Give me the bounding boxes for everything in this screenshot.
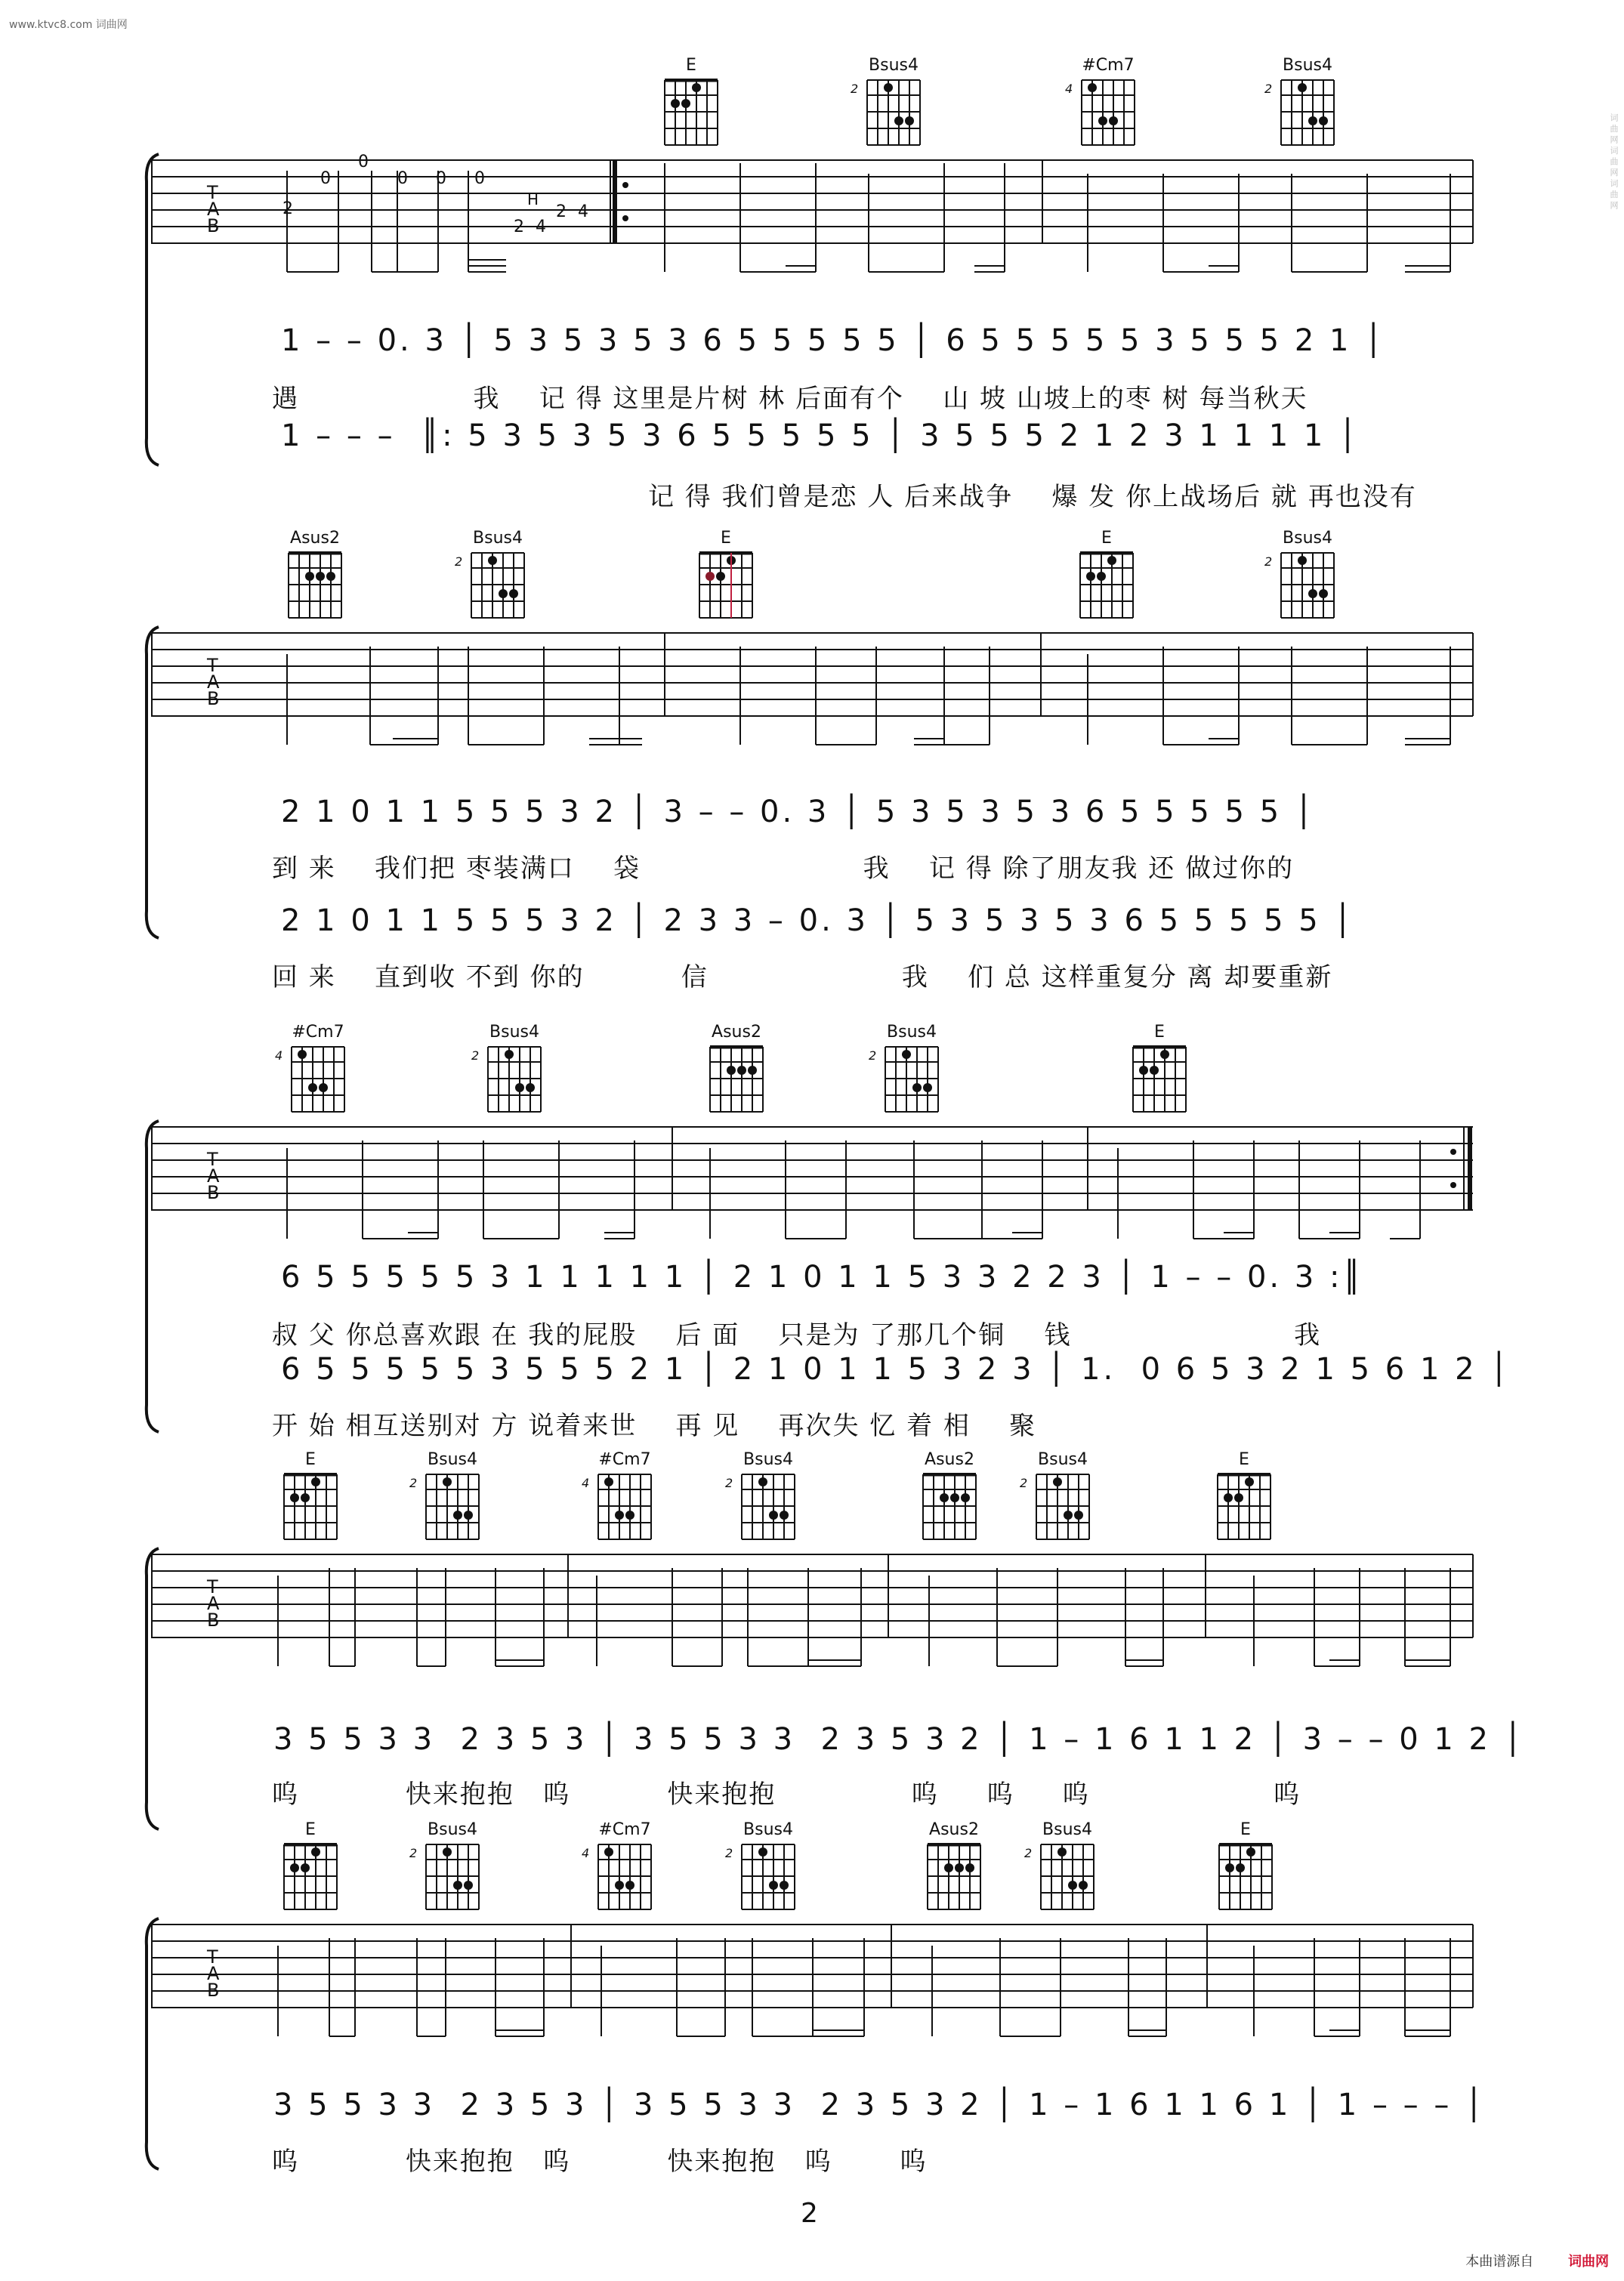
lyric-line: 呜 快来抱抱 呜 快来抱抱 呜 呜 呜 呜 bbox=[272, 1779, 1301, 1810]
chord-diagram: #Cm7 4 bbox=[597, 1473, 653, 1541]
chord-diagram: Asus2 bbox=[922, 1473, 977, 1541]
lyric-line: 记 得 我们曾是恋 人 后来战争 爆 发 你上战场后 就 再也没有 bbox=[648, 482, 1417, 512]
chord-grid-icon bbox=[425, 1473, 480, 1541]
chord-grid-icon bbox=[1280, 79, 1335, 147]
tab-clef: T A B bbox=[207, 655, 220, 709]
chord-diagram: E bbox=[283, 1843, 338, 1911]
notation-line: 6 5 5 5 5 5 3 5 5 5 2 1 │ 2 1 0 1 1 5 3 2 3 │ 1. 0 6 5 3 2 1 5 6 1 2 │ bbox=[281, 1352, 1511, 1387]
tab-clef: T A B bbox=[207, 1576, 220, 1631]
chord-grid-icon bbox=[740, 1473, 796, 1541]
chord-grid-icon bbox=[1132, 1045, 1187, 1113]
tab-fret-number: 0 bbox=[358, 153, 369, 171]
side-watermark: 词 曲 网 词 曲 网 词 曲 网 bbox=[1609, 113, 1619, 209]
tab-fret-number: 2 4 bbox=[514, 218, 546, 236]
chord-diagram: Bsus4 2 bbox=[1039, 1843, 1095, 1911]
chord-diagram: Asus2 bbox=[709, 1045, 764, 1113]
chord-grid-icon bbox=[1216, 1473, 1272, 1541]
footer-logo: 词曲网 bbox=[1568, 2254, 1609, 2270]
chord-grid-icon bbox=[470, 551, 526, 619]
tab-clef: T A B bbox=[207, 1946, 220, 2001]
lyric-line: 回 来 直到收 不到 你的 信 我 们 总 这样重复分 离 却要重新 bbox=[272, 962, 1333, 992]
chord-diagram: Bsus4 2 bbox=[740, 1473, 796, 1541]
chord-diagram: Bsus4 2 bbox=[486, 1045, 542, 1113]
chord-grid-icon bbox=[926, 1843, 982, 1911]
chord-diagram: Bsus4 2 bbox=[425, 1473, 480, 1541]
tab-staff bbox=[151, 624, 1480, 760]
chord-grid-icon bbox=[283, 1473, 338, 1541]
chord-grid-icon bbox=[922, 1473, 977, 1541]
chord-diagram: #Cm7 4 bbox=[290, 1045, 346, 1113]
notation-line: 6 5 5 5 5 5 3 1 1 1 1 1 │ 2 1 0 1 1 5 3 3 2 2 3 │ 1 – – 0. 3 :║ bbox=[281, 1260, 1364, 1295]
lyric-line: 遇 我 记 得 这里是片树 林 后面有个 山 坡 山坡上的枣 树 每当秋天 bbox=[272, 384, 1308, 414]
notation-line: 3 5 5 3 3 2 3 5 3 │ 3 5 5 3 3 2 3 5 3 2 │ 1 – 1 6 1 1 6 1 │ 1 – – – │ bbox=[273, 2088, 1487, 2122]
notation-line: 2 1 0 1 1 5 5 5 3 2 │ 2 3 3 – 0. 3 │ 5 3 5 3 5 3 6 5 5 5 5 5 │ bbox=[281, 903, 1355, 938]
chord-diagram: E bbox=[283, 1473, 338, 1541]
notation-line: 1 – – 0. 3 │ 5 3 5 3 5 3 6 5 5 5 5 5 │ 6 5 5 5 5 5 3 5 5 5 2 1 │ bbox=[281, 323, 1386, 358]
chord-grid-icon bbox=[1280, 551, 1335, 619]
chord-diagram: #Cm7 4 bbox=[1080, 79, 1136, 147]
chord-grid-icon bbox=[425, 1843, 480, 1911]
lyric-line: 叔 父 你总喜欢跟 在 我的屁股 后 面 只是为 了那几个铜 钱 我 bbox=[272, 1320, 1322, 1350]
tab-clef: T A B bbox=[207, 1149, 220, 1203]
tab-staff bbox=[151, 1915, 1480, 2051]
chord-grid-icon bbox=[698, 551, 754, 619]
chord-diagram: E bbox=[1132, 1045, 1187, 1113]
tab-staff bbox=[151, 1118, 1480, 1254]
chord-diagram: Bsus4 2 bbox=[470, 551, 526, 619]
chord-diagram: Bsus4 2 bbox=[866, 79, 922, 147]
tab-clef: T A B bbox=[207, 182, 220, 236]
lyric-line: 到 来 我们把 枣装满口 袋 我 记 得 除了朋友我 还 做过你的 bbox=[272, 853, 1295, 884]
chord-diagram: Asus2 bbox=[287, 551, 343, 619]
chord-grid-icon bbox=[287, 551, 343, 619]
chord-grid-icon bbox=[1080, 79, 1136, 147]
chord-grid-icon bbox=[1218, 1843, 1274, 1911]
chord-grid-icon bbox=[486, 1045, 542, 1113]
tab-fret-number: 2 bbox=[283, 199, 293, 218]
chord-diagram: Bsus4 2 bbox=[1280, 79, 1335, 147]
page-number: 2 bbox=[801, 2198, 818, 2229]
chord-diagram: Bsus4 2 bbox=[1035, 1473, 1091, 1541]
chord-diagram: Bsus4 2 bbox=[1280, 551, 1335, 619]
notation-line: 2 1 0 1 1 5 5 5 3 2 │ 3 – – 0. 3 │ 5 3 5 3 5 3 6 5 5 5 5 5 │ bbox=[281, 795, 1316, 829]
tab-fret-number: 0 0 0 bbox=[397, 169, 485, 188]
chord-grid-icon bbox=[709, 1045, 764, 1113]
chord-diagram: Bsus4 2 bbox=[425, 1843, 480, 1911]
tab-fret-number: 2 4 bbox=[556, 202, 588, 221]
chord-diagram: E bbox=[1218, 1843, 1274, 1911]
chord-diagram: E bbox=[1079, 551, 1135, 619]
chord-diagram: Bsus4 2 bbox=[884, 1045, 940, 1113]
chord-diagram: E bbox=[1216, 1473, 1272, 1541]
chord-diagram: #Cm7 4 bbox=[597, 1843, 653, 1911]
chord-grid-icon bbox=[597, 1473, 653, 1541]
chord-grid-icon bbox=[597, 1843, 653, 1911]
chord-grid-icon bbox=[290, 1045, 346, 1113]
tab-staff bbox=[151, 1545, 1480, 1681]
chord-grid-icon bbox=[884, 1045, 940, 1113]
chord-diagram: E bbox=[663, 79, 719, 147]
chord-grid-icon bbox=[1039, 1843, 1095, 1911]
chord-grid-icon bbox=[663, 79, 719, 147]
chord-diagram: Bsus4 2 bbox=[740, 1843, 796, 1911]
notation-line: 1 – – – ║: 5 3 5 3 5 3 6 5 5 5 5 5 │ 3 5 5 5 2 1 2 3 1 1 1 1 │ bbox=[281, 418, 1360, 453]
chord-grid-icon bbox=[1035, 1473, 1091, 1541]
lyric-line: 开 始 相互送别对 方 说着来世 再 见 再次失 忆 着 相 聚 bbox=[272, 1411, 1037, 1441]
chord-diagram: E bbox=[698, 551, 754, 619]
header-url: www.ktvc8.com 词曲网 bbox=[9, 19, 128, 31]
tab-technique: H bbox=[527, 190, 539, 208]
chord-grid-icon bbox=[283, 1843, 338, 1911]
tab-fret-number: 0 bbox=[320, 169, 331, 188]
chord-grid-icon bbox=[866, 79, 922, 147]
chord-grid-icon bbox=[740, 1843, 796, 1911]
chord-diagram: Asus2 bbox=[926, 1843, 982, 1911]
footer-source: 本曲谱源自 bbox=[1465, 2254, 1534, 2270]
tab-staff bbox=[151, 151, 1480, 287]
chord-grid-icon bbox=[1079, 551, 1135, 619]
lyric-line: 呜 快来抱抱 呜 快来抱抱 呜 呜 bbox=[272, 2147, 928, 2177]
footer bbox=[1465, 2251, 1609, 2270]
notation-line: 3 5 5 3 3 2 3 5 3 │ 3 5 5 3 3 2 3 5 3 2 │ 1 – 1 6 1 1 2 │ 3 – – 0 1 2 │ bbox=[273, 1722, 1525, 1757]
